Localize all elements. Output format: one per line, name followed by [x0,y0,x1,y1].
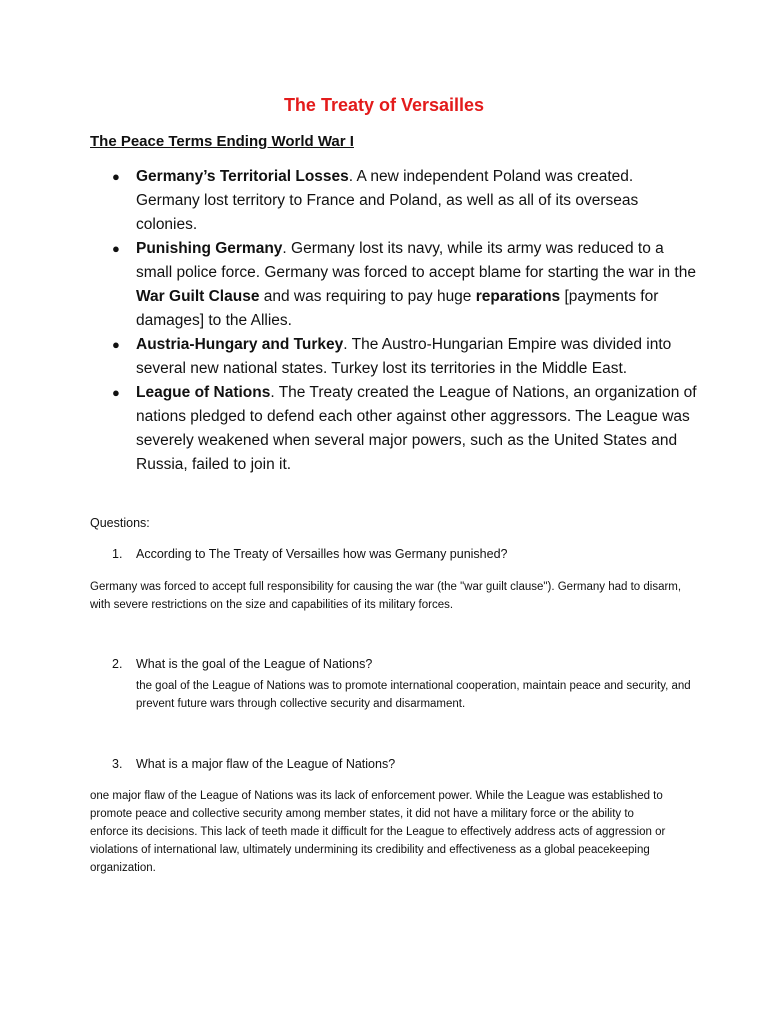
peace-terms-list [110,165,700,477]
answer-1: Germany was forced to accept full responsibility for causing the war (the "war guilt clause"). Germany had to disarm, with severe restrictions on the size and capabilities of its military forces. [90,581,682,611]
bullet-heading: Austria-Hungary and Turkey [136,336,344,353]
bullet-icon: ● [112,337,120,352]
bullet-text: . The Treaty created the League of Nations, an organization of nations pledged to defend each other against other aggressors. The League was severely weakened when several major powers, such as the United States and Russia, failed to join it. [136,384,697,473]
bullet-text: [payments for damages] to the Allies. [136,288,659,329]
bullet-bold-term: War Guilt Clause [136,288,260,305]
bullet-text: and was requiring to pay huge [259,288,476,305]
questions-label: Questions: [90,516,150,530]
question-text: According to The Treaty of Versailles how was Germany punished? [136,547,508,561]
bullet-heading: Punishing Germany [136,240,283,257]
question-3 [112,757,395,771]
question-1 [112,547,508,561]
bullet-icon: ● [112,385,120,400]
bullet-text: . A new independent Poland was created. Germany lost territory to France and Poland, as well as all of its overseas colonies. [136,168,639,233]
bullet-heading: Germany’s Territorial Losses [136,168,349,185]
question-number: 2. [112,657,123,671]
bullet-bold-term: reparations [475,288,561,305]
bullet-text: . The Austro-Hungarian Empire was divided into several new national states. Turkey lost its territories in the Middle East. [136,336,672,377]
list-item-territorial-losses [110,165,700,237]
bullet-icon: ● [112,241,120,256]
bullet-heading: League of Nations [136,384,271,401]
list-item-austria-hungary-turkey [110,333,700,381]
question-text: What is the goal of the League of Nations? [136,657,373,671]
list-item-league-of-nations [110,381,700,477]
question-text: What is a major flaw of the League of Nations? [136,757,396,771]
question-2 [112,657,372,671]
question-number: 1. [112,547,123,561]
list-item-punishing-germany [110,237,700,333]
answer-2: the goal of the League of Nations was to promote international cooperation, maintain peace and security, and prevent future wars through collective security and disarmament. [136,680,691,710]
page-title: The Treaty of Versailles [283,95,485,115]
bullet-icon: ● [112,169,120,184]
answer-3: one major flaw of the League of Nations was its lack of enforcement power. While the League was established to promote peace and collective security among member states, it did not have a military force or the ability to enforce its decisions. This lack of teeth made it difficult for the League to effectively address acts of aggression or violations of international law, ultimately undermining its credibility and effectiveness as a global peacekeeping organization. [90,790,666,874]
question-number: 3. [112,757,123,771]
bullet-text: . Germany lost its navy, while its army was reduced to a small police force. Germany was forced to accept blame for starting the war in the [136,240,696,281]
section-subtitle: The Peace Terms Ending World War I [90,133,354,150]
